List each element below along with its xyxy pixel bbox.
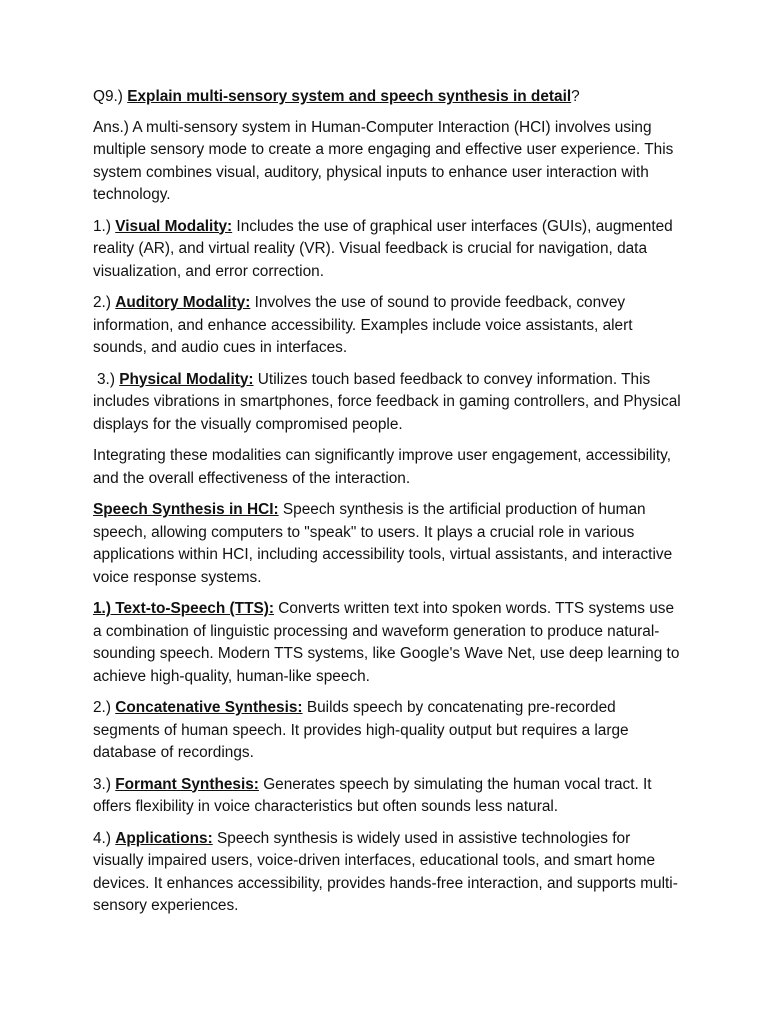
applications-prefix: 4.) xyxy=(93,829,116,847)
integration-paragraph: Integrating these modalities can significantly improve user engagement, accessibility, and the overall effectiveness of the interaction. xyxy=(93,447,672,487)
answer-intro: Ans.) A multi-sensory system in Human-Computer Interaction (HCI) involves using multiple sensory mode to create a more engaging and effective user experience. This system combines visual, auditory, physical inputs to enhance user interaction with technology. xyxy=(93,118,674,203)
question-suffix: ? xyxy=(571,88,580,105)
concatenative-text: Builds speech by concatenating pre-recorded segments of human speech. It provides high-quality output but requires a large database of recordings. xyxy=(93,699,629,761)
tts-paragraph xyxy=(93,598,683,688)
speech-synthesis-label: Speech Synthesis in HCI: xyxy=(93,501,279,518)
visual-modality-label: Visual Modality: xyxy=(115,217,233,235)
question-prefix: Q9.) xyxy=(93,88,128,105)
applications-label: Applications: xyxy=(115,829,213,847)
applications-paragraph xyxy=(93,828,683,918)
speech-synthesis-text: Speech synthesis is the artificial production of human speech, allowing computers to "speak" to users. It plays a crucial role in various applications within HCI, including accessibility tools, virtual assistants, and interactive voice response systems. xyxy=(93,501,673,586)
physical-modality-text: Utilizes touch based feedback to convey information. This includes vibrations in smartphones, force feedback in gaming controllers, and Physical displays for the visually compromised people. xyxy=(93,370,681,433)
auditory-modality-paragraph xyxy=(93,292,683,360)
auditory-modality-text: Involves the use of sound to provide feedback, convey information, and enhance accessibility. Examples include voice assistants, alert sounds, and audio cues in interfaces. xyxy=(93,294,633,356)
auditory-modality-prefix: 2.) xyxy=(93,294,116,311)
document-page xyxy=(93,86,683,927)
tts-label: 1.) Text-to-Speech (TTS): xyxy=(93,600,274,617)
formant-paragraph xyxy=(93,774,683,819)
formant-text: Generates speech by simulating the human vocal tract. It offers flexibility in voice characteristics but often sounds less natural. xyxy=(93,775,652,815)
visual-modality-paragraph xyxy=(93,216,683,284)
visual-modality-text: Includes the use of graphical user interfaces (GUIs), augmented reality (AR), and virtual reality (VR). Visual feedback is crucial for navigation, data visualization, and error correction. xyxy=(93,217,673,280)
physical-modality-label: Physical Modality: xyxy=(119,370,254,388)
question-title: Explain multi-sensory system and speech synthesis in detail xyxy=(127,88,572,105)
formant-prefix: 3.) xyxy=(93,775,116,793)
concatenative-paragraph xyxy=(93,697,683,765)
applications-text: Speech synthesis is widely used in assistive technologies for visually impaired users, voice-driven interfaces, educational tools, and smart home devices. It enhances accessibility, provides hands-free interaction, and supports multi-sensory experiences. xyxy=(93,829,678,914)
speech-synthesis-paragraph xyxy=(93,499,683,589)
tts-text: Converts written text into spoken words. TTS systems use a combination of linguistic processing and waveform generation to produce natural-sounding speech. Modern TTS systems, like Google's Wave Net, use deep learning to achieve high-quality, human-like speech. xyxy=(93,600,680,685)
concatenative-label: Concatenative Synthesis: xyxy=(115,699,303,716)
concatenative-prefix: 2.) xyxy=(93,699,116,716)
formant-label: Formant Synthesis: xyxy=(115,775,259,793)
auditory-modality-label: Auditory Modality: xyxy=(115,294,251,311)
physical-modality-paragraph xyxy=(93,369,683,437)
physical-modality-prefix: 3.) xyxy=(97,370,120,388)
visual-modality-prefix: 1.) xyxy=(93,217,116,235)
question-heading xyxy=(93,86,683,109)
